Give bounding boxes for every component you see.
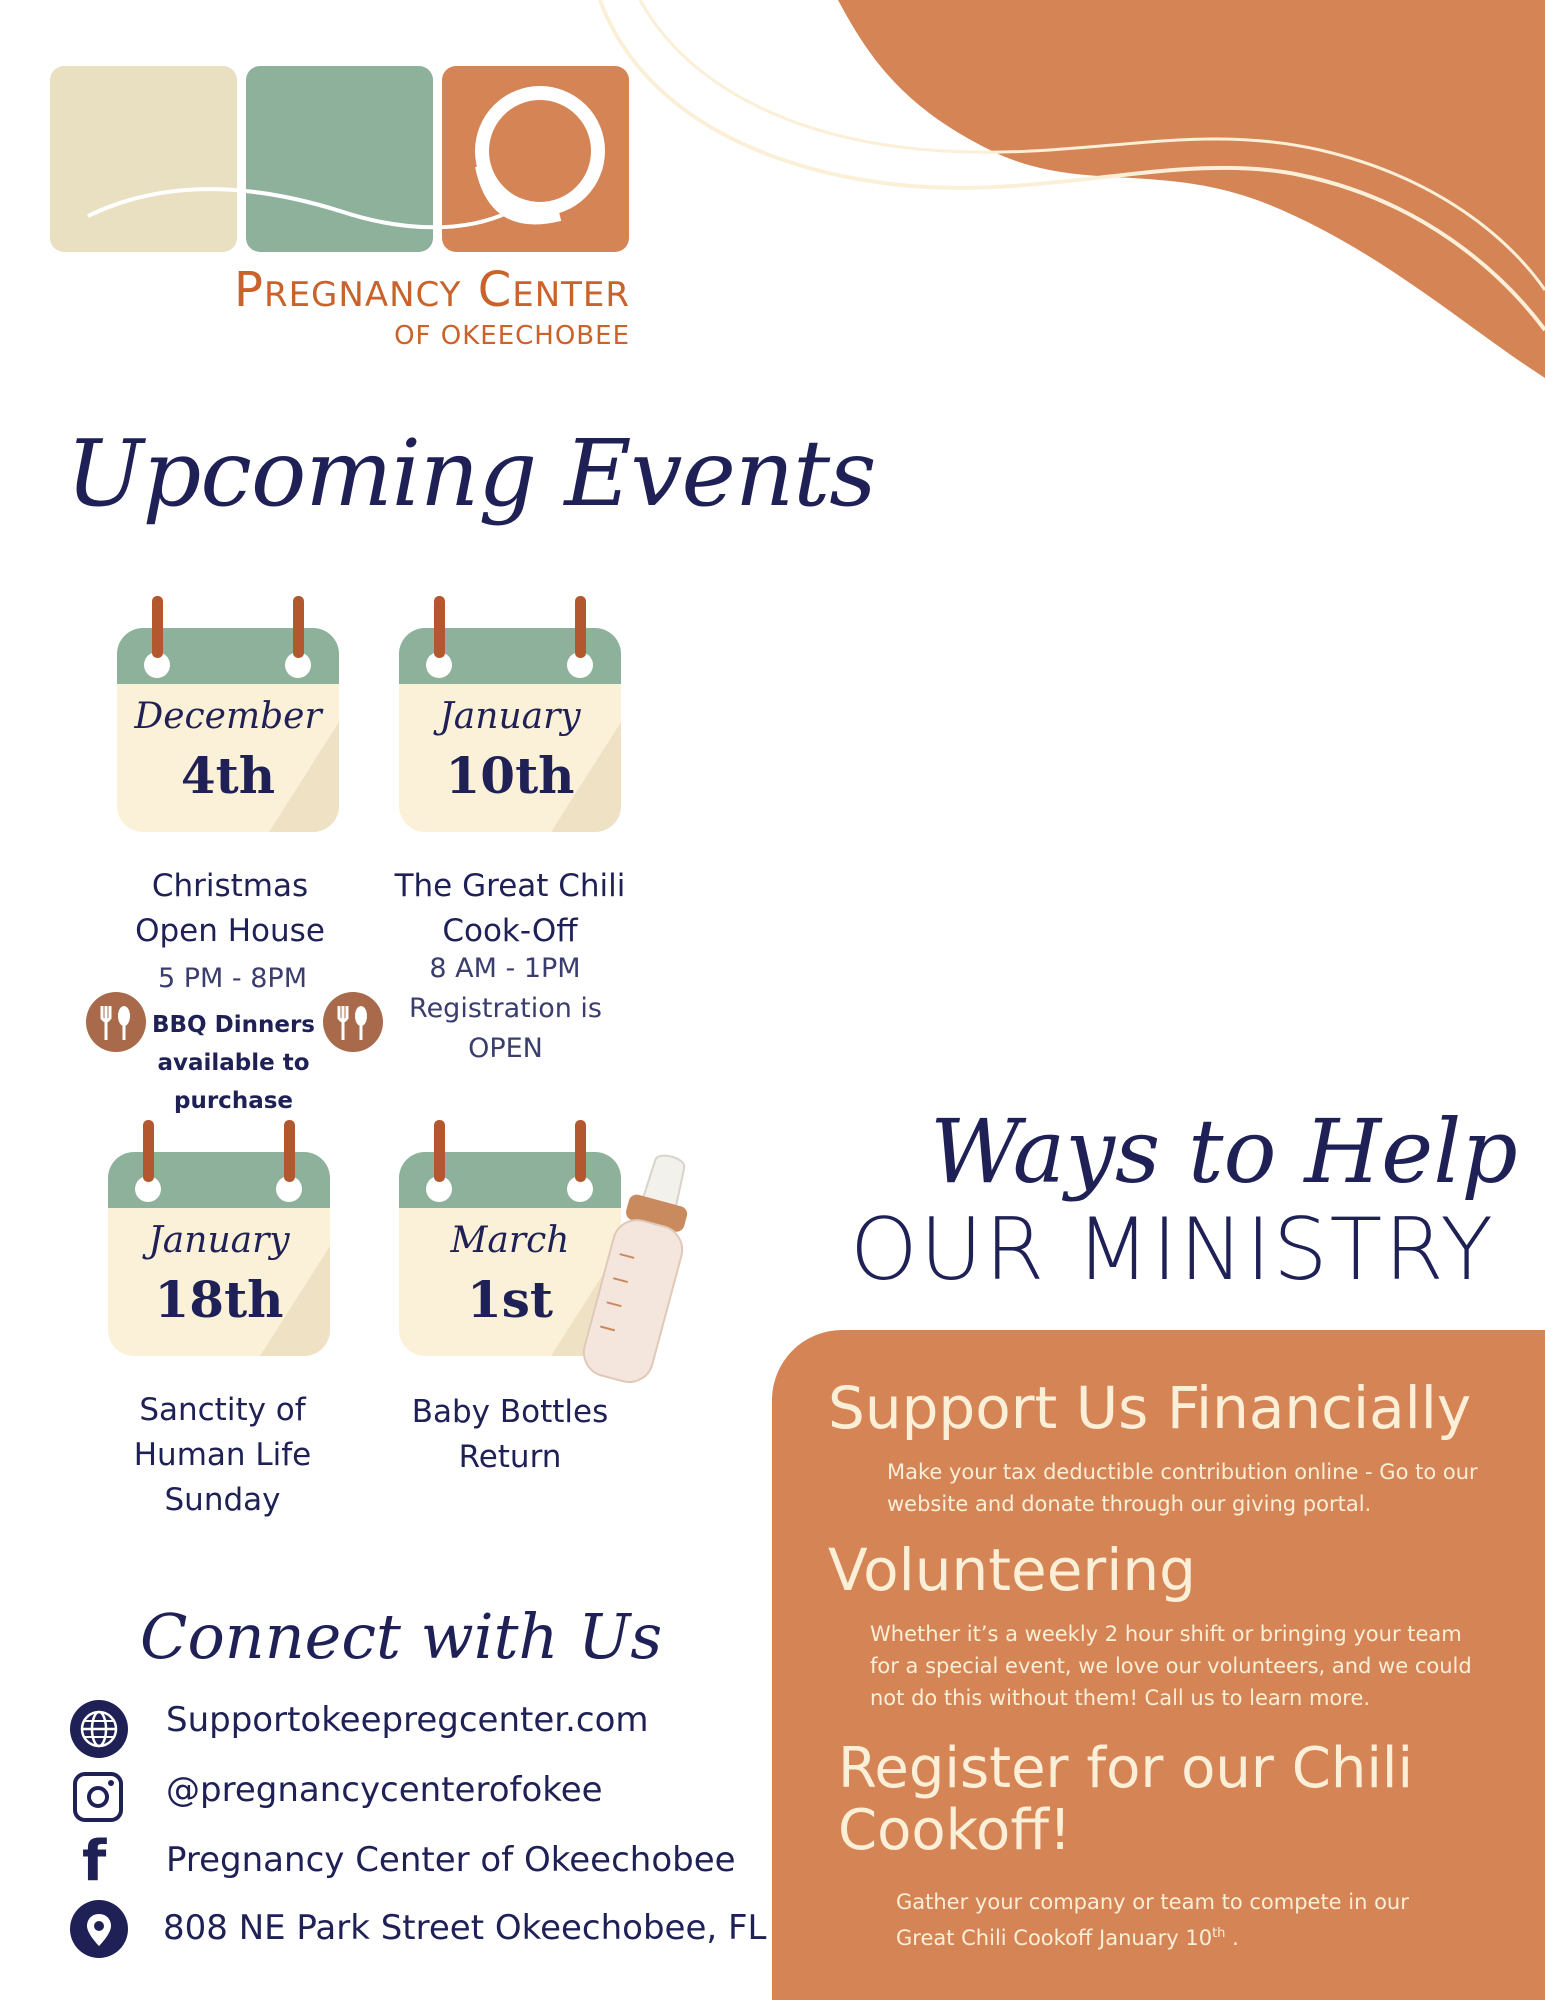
ways-title: OUR MINISTRY: [850, 1200, 1495, 1300]
events-heading: Upcoming Events: [66, 420, 876, 527]
event-title: Baby Bottles Return: [411, 1394, 609, 1475]
brand-subname: OF OKEECHOBEE: [394, 321, 630, 351]
ways-text-cookoff: Gather your company or team to compete in our Great Chili Cookoff January 10th .: [896, 1890, 1409, 1950]
ways-heading-cookoff: Register for our Chili Cookoff!: [838, 1736, 1414, 1863]
connect-heading: Connect with Us: [140, 1600, 663, 1673]
event-month: January: [148, 1220, 290, 1261]
ways-heading-financial: Support Us Financially: [828, 1374, 1472, 1442]
website-link[interactable]: Supportokeepregcenter.com: [166, 1700, 649, 1740]
facebook-icon: f: [82, 1829, 107, 1894]
event-day: 4th: [180, 746, 276, 805]
address-text: 808 NE Park Street Okeechobee, FL: [163, 1908, 767, 1948]
ways-script-heading: Ways to Help: [930, 1100, 1518, 1203]
event-day: 18th: [154, 1270, 284, 1329]
ways-text-financial: Make your tax deductible contribution online - Go to our website and donate through our giving portal.: [887, 1460, 1478, 1516]
instagram-icon: [73, 1772, 123, 1822]
event-month: December: [134, 696, 322, 737]
event-time: 5 PM - 8PM: [157, 963, 307, 994]
event-note: BBQ Dinners available to purchase: [152, 1012, 315, 1114]
logo-swirl: [50, 66, 630, 256]
event-calendar-january-18: [108, 1120, 330, 1356]
ways-panel: [772, 1330, 1545, 2000]
event-note: Registration is OPEN: [409, 993, 602, 1064]
event-title: The Great Chili Cook-Off: [394, 868, 626, 949]
event-title: Sanctity of Human Life Sunday: [133, 1392, 312, 1518]
event-title: Christmas Open House: [135, 868, 325, 949]
ways-text-volunteering: Whether it’s a weekly 2 hour shift or bringing your team for a special event, we love our volunteers, and we could not do this without them! Call us to learn more.: [870, 1622, 1472, 1710]
event-time: 8 AM - 1PM: [429, 953, 581, 984]
location-pin-icon: [70, 1900, 128, 1958]
event-calendar-december: [117, 596, 339, 832]
instagram-link[interactable]: @pregnancycenterofokee: [166, 1770, 603, 1810]
event-month: March: [450, 1220, 570, 1261]
facebook-link[interactable]: Pregnancy Center of Okeechobee: [166, 1840, 736, 1880]
event-day: 1st: [466, 1270, 554, 1329]
event-calendar-january-10: [399, 596, 621, 832]
event-day: 10th: [445, 746, 575, 805]
baby-bottle-icon: [565, 1150, 715, 1400]
ways-heading-volunteering: Volunteering: [828, 1536, 1196, 1604]
event-month: January: [439, 696, 581, 737]
globe-icon: [70, 1700, 128, 1758]
brand-name: Pregnancy Center: [234, 262, 630, 318]
